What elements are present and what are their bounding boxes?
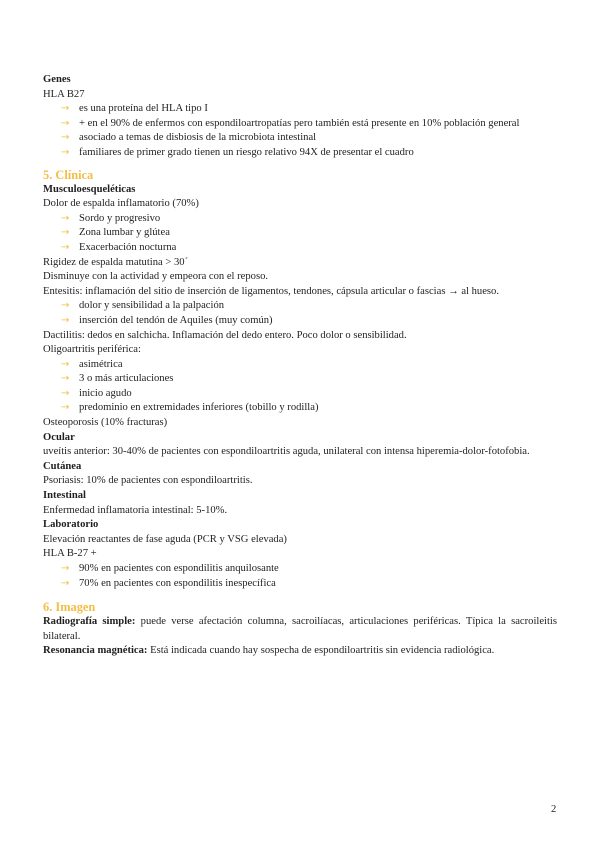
page-number: 2 [551, 804, 557, 815]
arrow-icon: → [61, 373, 70, 385]
laboratorio-hla: HLA B-27 + [43, 548, 97, 560]
laboratorio-text: Elevación reactantes de fase aguda (PCR y VSG elevada) [43, 533, 287, 545]
oligoartritis-text: Oligoartritis periférica: [43, 344, 141, 356]
arrow-icon: → [61, 241, 70, 253]
document-page [43, 73, 557, 659]
list-item: → 3 o más articulaciones [43, 372, 557, 387]
list-item: → asimétrica [43, 358, 557, 373]
entesitis-text: Entesitis: inflamación del sitio de inserción de ligamentos, tendones, cápsula articular o fascias → al hueso. [43, 285, 499, 297]
list-item: → 70% en pacientes con espondilitis inespecífica [43, 577, 557, 592]
intestinal-text: Enfermedad inflamatoria intestinal: 5-10%. [43, 504, 228, 516]
resonancia-label: Resonancia magnética: [43, 645, 148, 657]
list-item: → inicio agudo [43, 387, 557, 402]
list-item: → asociado a temas de disbiosis de la microbiota intestinal [43, 131, 557, 146]
radiografia-paragraph [43, 615, 557, 644]
arrow-icon: → [61, 117, 70, 129]
list-item: → inserción del tendón de Aquiles (muy común) [43, 314, 557, 329]
dolor-text: Dolor de espalda inflamatorio (70%) [43, 198, 199, 210]
genes-heading: Genes [43, 74, 71, 85]
arrow-icon: → [61, 563, 70, 574]
list-item: → es una proteína del HLA tipo I [43, 102, 557, 117]
musculo-heading: Musculoesqueléticas [43, 183, 136, 195]
cutanea-heading: Cutánea [43, 460, 82, 472]
arrow-icon: → [61, 358, 70, 370]
arrow-icon: → [61, 387, 70, 399]
section-title-imagen: 6. Imagen [43, 600, 96, 615]
section-title-clinica: 5. Clínica [43, 167, 94, 182]
radiografia-text: puede verse afectación columna, sacroilíacas, articulaciones periféricas. Típica la sacroileitis bilateral. [43, 616, 557, 642]
oligoartritis-list [43, 358, 557, 416]
arrow-icon: → [61, 146, 70, 158]
disminuye-text: Disminuye con la actividad y empeora con el reposo. [43, 271, 269, 283]
dolor-list [43, 212, 557, 256]
arrow-icon: → [61, 300, 70, 312]
ocular-text: uveítis anterior: 30-40% de pacientes con espondiloartritis aguda, unilateral con intensa hiperemia-dolor-fotofobia. [43, 446, 530, 458]
list-item: → predominio en extremidades inferiores (tobillo y rodilla) [43, 401, 557, 416]
arrow-icon: → [61, 132, 70, 144]
arrow-icon: → [61, 577, 70, 589]
list-item: → dolor y sensibilidad a la palpación [43, 299, 557, 314]
rigidez-text: Rigidez de espalda matutina > 30´ [43, 256, 189, 268]
list-item: → Exacerbación nocturna [43, 241, 557, 256]
intestinal-heading: Intestinal [43, 490, 86, 502]
radiografia-label: Radiografía simple: [43, 616, 136, 628]
resonancia-paragraph [43, 644, 557, 659]
list-item: → Zona lumbar y glútea [43, 226, 557, 241]
arrow-icon: → [61, 314, 70, 326]
osteoporosis-text: Osteoporosis (10% fracturas) [43, 417, 168, 429]
resonancia-text: Está indicada cuando hay sospecha de espondiloartritis sin evidencia radiológica. [147, 645, 495, 657]
dactilitis-text: Dactilitis: dedos en salchicha. Inflamación del dedo entero. Poco dolor o sensibilidad. [43, 329, 407, 341]
laboratorio-list [43, 562, 557, 591]
genes-list [43, 102, 557, 160]
list-item: → Sordo y progresivo [43, 212, 557, 227]
arrow-icon: → [61, 402, 70, 414]
list-item: → familiares de primer grado tienen un riesgo relativo 94X de presentar el cuadro [43, 146, 557, 161]
cutanea-text: Psoriasis: 10% de pacientes con espondiloartritis. [43, 475, 253, 487]
list-item: → + en el 90% de enfermos con espondiloartropatías pero también está presente en 10% población general [43, 117, 557, 132]
ocular-heading: Ocular [43, 431, 75, 443]
list-item: → 90% en pacientes con espondilitis anquilosante [43, 562, 557, 577]
arrow-icon: → [61, 212, 70, 224]
genes-hla: HLA B27 [43, 88, 85, 100]
arrow-icon: → [61, 103, 70, 115]
laboratorio-heading: Laboratorio [43, 519, 99, 531]
arrow-icon: → [61, 227, 70, 239]
entesitis-list [43, 299, 557, 328]
